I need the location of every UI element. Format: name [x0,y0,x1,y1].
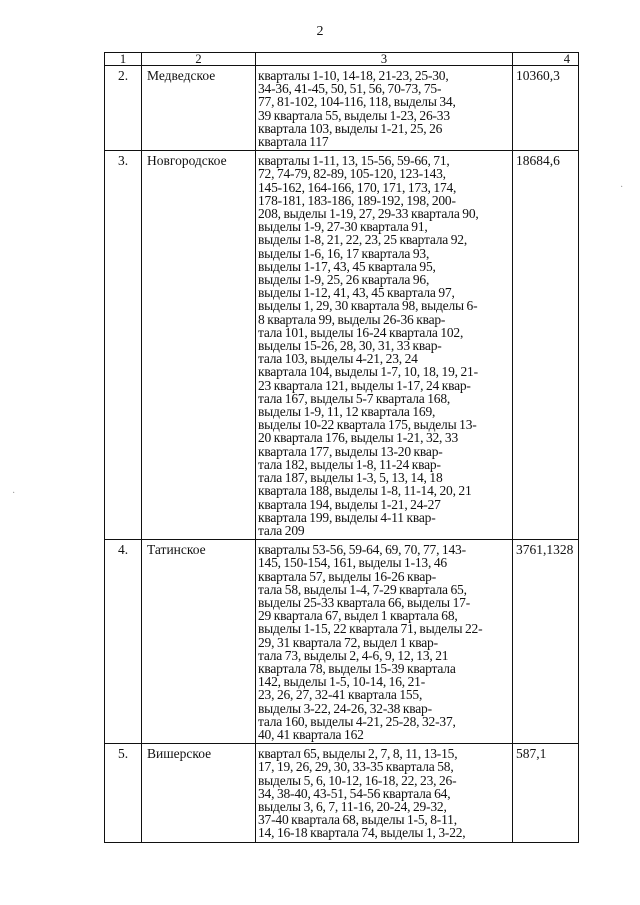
area-value: 587,1 [513,744,579,842]
description-line: выделы 1-8, 21, 22, 23, 25 квартала 92, [258,232,468,248]
description-line: 178-181, 183-186, 189-192, 198, 200- [258,192,456,208]
description-line: 208, выделы 1-19, 27, 29-33 квартала 90, [258,206,479,222]
margin-mark: · [620,182,624,193]
description-line: 20 квартала 176, выделы 1-21, 32, 33 [258,430,459,446]
area-value: 10360,3 [513,66,579,151]
table-row [105,151,579,540]
description-line: 40, 41 квартала 162 [258,726,364,742]
description-line: кварталы 1-11, 13, 15-56, 59-66, 71, [258,153,450,169]
description-line: 145, 150-154, 161, выделы 1-13, 46 [258,555,447,571]
area-value: 18684,6 [513,151,579,540]
description-line: тала 167, выделы 5-7 квартала 168, [258,390,451,406]
description-line: квартала 199, выделы 4-11 квар- [258,509,436,525]
description-line: квартала 177, выделы 13-20 квар- [258,443,443,459]
description-line: тала 160, выделы 4-21, 25-28, 32-37, [258,713,456,729]
description-line: 34, 38-40, 43-51, 54-56 квартала 64, [258,785,451,801]
description-line: 145-162, 164-166, 170, 171, 173, 174, [258,179,457,195]
description-line: квартала 57, выделы 16-26 квар- [258,568,436,584]
column-header-3: 3 [256,53,513,66]
description-line: тала 58, выделы 1-4, 7-29 квартала 65, [258,581,467,597]
description-line: 72, 74-79, 82-89, 105-120, 123-143, [258,166,446,182]
forest-quarters-table [104,52,579,843]
description-line: выделы 25-33 квартала 66, выделы 17- [258,594,470,610]
table-row [105,744,579,842]
column-header-2: 2 [142,53,256,66]
row-number: 4. [105,540,142,744]
description-line: выделы 1-12, 41, 43, 45 квартала 97, [258,285,455,301]
description-line: квартала 104, выделы 1-7, 10, 18, 19, 21- [258,364,478,380]
description-line: выделы 1-6, 16, 17 квартала 93, [258,245,430,261]
margin-mark: · [12,488,16,499]
description-line: тала 73, выделы 2, 4-6, 9, 12, 13, 21 [258,647,449,663]
description-line: выделы 1-15, 22 квартала 71, выделы 22- [258,621,483,637]
description-line: 142, выделы 1-5, 10-14, 16, 21- [258,674,426,690]
column-header-1: 1 [105,53,142,66]
description-line: выделы 3, 6, 7, 11-16, 20-24, 29-32, [258,798,447,814]
description-line: квартала 103, выделы 1-21, 25, 26 [258,120,443,136]
table-body [105,66,579,843]
description-line: квартала 78, выделы 15-39 квартала [258,660,456,676]
table-row [105,540,579,744]
description-line: тала 103, выделы 4-21, 23, 24 [258,351,418,367]
table-header-row [105,53,579,66]
table-row [105,66,579,151]
row-number: 5. [105,744,142,842]
description-line: квартала 194, выделы 1-21, 24-27 [258,496,441,512]
description-line: 37-40 квартала 68, выделы 1-5, 8-11, [258,812,457,828]
description-line: 34-36, 41-45, 50, 51, 56, 70-73, 75- [258,81,442,97]
description-line: тала 101, выделы 16-24 квартала 102, [258,324,464,340]
description-line: 77, 81-102, 104-116, 118, выделы 34, [258,94,456,110]
description-line: выделы 10-22 квартала 175, выделы 13- [258,417,477,433]
quarters-description [256,151,513,540]
forestry-name: Новгородское [142,151,256,540]
description-line: 14, 16-18 квартала 74, выделы 1, 3-22, [258,825,466,841]
forestry-name: Татинское [142,540,256,744]
description-line: выделы 1-9, 11, 12 квартала 169, [258,404,436,420]
page-number: 2 [316,24,324,39]
description-line: кварталы 53-56, 59-64, 69, 70, 77, 143- [258,542,466,558]
description-line: выделы 15-26, 28, 30, 31, 33 квар- [258,338,442,354]
description-line: тала 187, выделы 1-3, 5, 13, 14, 18 [258,470,443,486]
description-line: квартал 65, выделы 2, 7, 8, 11, 13-15, [258,746,458,762]
description-line: выделы 1-17, 43, 45 квартала 95, [258,258,436,274]
description-line: тала 182, выделы 1-8, 11-24 квар- [258,456,441,472]
description-line: выделы 5, 6, 10-12, 16-18, 22, 23, 26- [258,772,457,788]
quarters-description [256,744,513,842]
description-line: тала 209 [258,522,305,538]
description-line: выделы 1-9, 25, 26 квартала 96, [258,272,430,288]
row-number: 2. [105,66,142,151]
description-line: квартала 117 [258,134,329,150]
row-number: 3. [105,151,142,540]
description-line: 29 квартала 67, выдел 1 квартала 68, [258,608,458,624]
description-line: 8 квартала 99, выделы 26-36 квар- [258,311,446,327]
description-line: квартала 188, выделы 1-8, 11-14, 20, 21 [258,483,472,499]
column-header-4: 4 [513,53,579,66]
description-line: 17, 19, 26, 29, 30, 33-35 квартала 58, [258,759,454,775]
description-line: выделы 3-22, 24-26, 32-38 квар- [258,700,432,716]
quarters-description [256,540,513,744]
forestry-name: Вишерское [142,744,256,842]
forestry-name: Медведское [142,66,256,151]
description-line: 39 квартала 55, выделы 1-23, 26-33 [258,107,450,123]
description-line: 23 квартала 121, выделы 1-17, 24 квар- [258,377,471,393]
description-line: кварталы 1-10, 14-18, 21-23, 25-30, [258,68,449,83]
description-line: выделы 1-9, 27-30 квартала 91, [258,219,428,235]
area-value: 3761,1328 [513,540,579,744]
description-line: выделы 1, 29, 30 квартала 98, выделы 6- [258,298,478,314]
description-line: 23, 26, 27, 32-41 квартала 155, [258,687,423,703]
quarters-description [256,66,513,151]
description-line: 29, 31 квартала 72, выдел 1 квар- [258,634,438,650]
